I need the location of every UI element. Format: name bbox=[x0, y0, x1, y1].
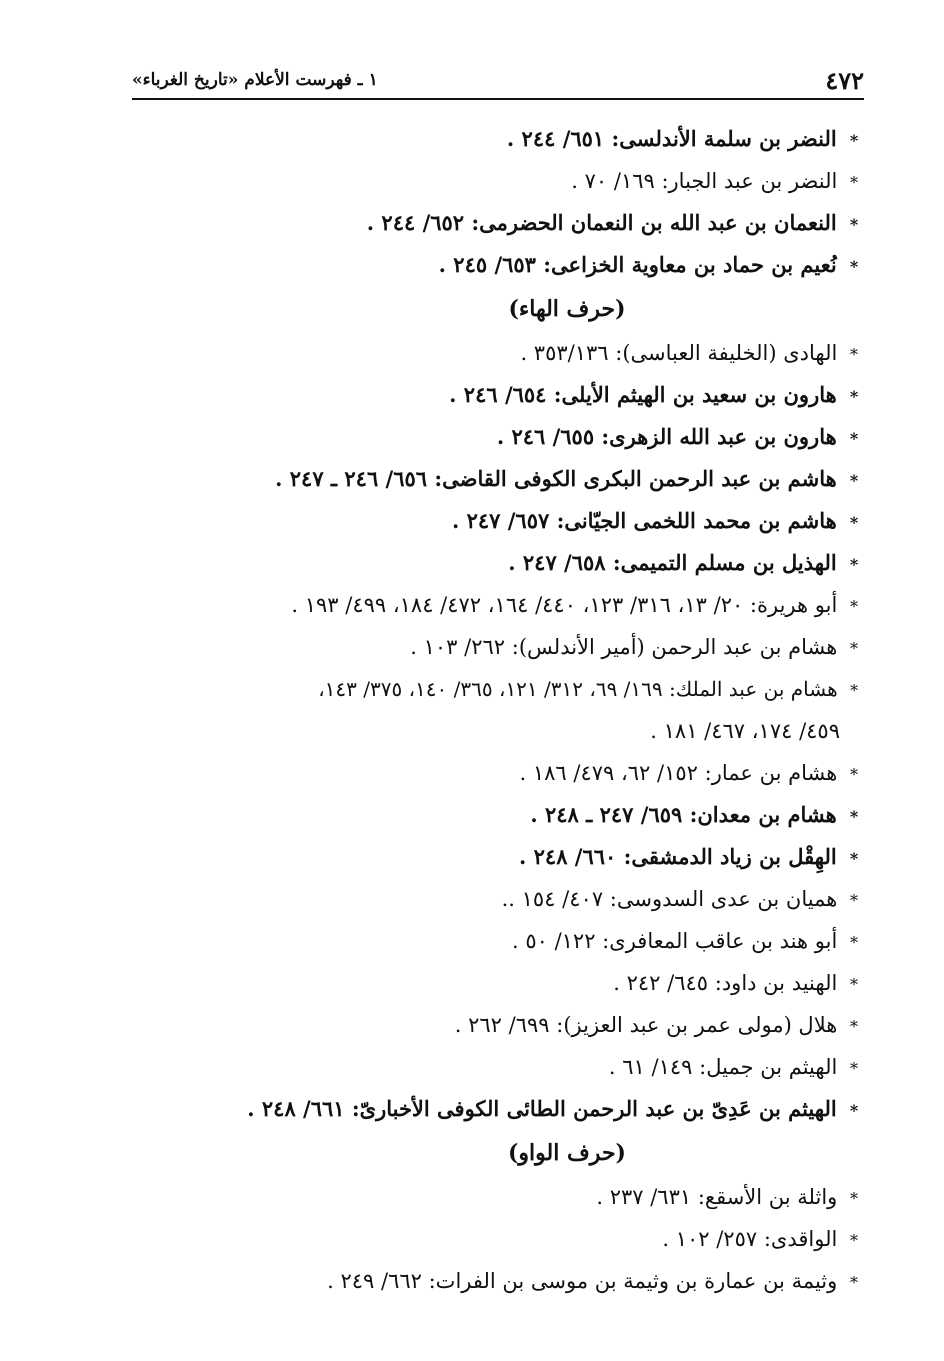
asterisk-icon: * bbox=[850, 1059, 858, 1078]
index-entry bbox=[130, 202, 864, 244]
index-entry bbox=[130, 836, 864, 878]
asterisk-icon: * bbox=[849, 429, 859, 448]
index-entry bbox=[130, 1046, 864, 1088]
entry-text: وثيمة بن عمارة بن وثيمة بن موسى بن الفرات: ٦٦٢/ ٢٤٩ . bbox=[327, 1269, 838, 1293]
entry-text: هميان بن عدى السدوسى: ٤٠٧/ ١٥٤ .. bbox=[501, 887, 838, 911]
asterisk-icon: * bbox=[849, 555, 859, 574]
index-entry bbox=[130, 878, 864, 920]
index-entry bbox=[130, 1004, 864, 1046]
asterisk-icon: * bbox=[850, 639, 858, 658]
entry-text: هاشم بن محمد اللخمى الجيّانى: ٦٥٧/ ٢٤٧ . bbox=[451, 508, 837, 533]
entry-text: هاشم بن عبد الرحمن البكرى الكوفى القاضى: ٦٥٦/ ٢٤٦ ـ ٢٤٧ . bbox=[275, 466, 837, 491]
index-entry bbox=[130, 416, 864, 458]
index-entry bbox=[130, 118, 864, 160]
index-entry bbox=[130, 1088, 864, 1130]
entry-text: هشام بن عبد الملك: ١٦٩/ ٦٩، ٣١٢/ ١٢١، ٣٦٥/ ١٤٠، ٣٧٥/ ١٤٣، bbox=[318, 677, 838, 701]
entry-text: النضر بن عبد الجبار: ١٦٩/ ٧٠ . bbox=[571, 169, 838, 193]
index-entry bbox=[130, 668, 864, 710]
entry-text: أبو هند بن عاقب المعافرى: ١٢٢/ ٥٠ . bbox=[511, 929, 838, 953]
index-entry bbox=[130, 542, 864, 584]
asterisk-icon: * bbox=[850, 933, 858, 952]
asterisk-icon: * bbox=[849, 131, 859, 150]
asterisk-icon: * bbox=[850, 173, 858, 192]
index-entry-continuation bbox=[130, 710, 864, 752]
entry-text: هلال (مولى عمر بن عبد العزيز): ٦٩٩/ ٢٦٢ . bbox=[454, 1013, 838, 1037]
entry-text: الهيثم بن جميل: ١٤٩/ ٦١ . bbox=[608, 1055, 838, 1079]
entry-text: الهنيد بن داود: ٦٤٥/ ٢٤٢ . bbox=[613, 971, 838, 995]
index-entry bbox=[130, 458, 864, 500]
index-entry bbox=[130, 752, 864, 794]
index-entry bbox=[130, 626, 864, 668]
index-entry bbox=[130, 160, 864, 202]
asterisk-icon: * bbox=[849, 257, 859, 276]
asterisk-icon: * bbox=[850, 345, 858, 364]
entry-text: النعمان بن عبد الله بن النعمان الحضرمى: ٦٥٢/ ٢٤٤ . bbox=[366, 210, 837, 235]
asterisk-icon: * bbox=[850, 891, 858, 910]
asterisk-icon: * bbox=[850, 1231, 858, 1250]
entry-text: الهِقْل بن زياد الدمشقى: ٦٦٠/ ٢٤٨ . bbox=[519, 844, 837, 869]
page-header bbox=[132, 62, 864, 100]
asterisk-icon: * bbox=[849, 215, 859, 234]
asterisk-icon: * bbox=[850, 597, 858, 616]
asterisk-icon: * bbox=[849, 471, 859, 490]
entry-text: الواقدى: ٢٥٧/ ١٠٢ . bbox=[662, 1227, 838, 1251]
asterisk-icon: * bbox=[850, 1189, 858, 1208]
asterisk-icon: * bbox=[849, 387, 859, 406]
index-entry bbox=[130, 584, 864, 626]
asterisk-icon: * bbox=[850, 681, 858, 700]
index-entries bbox=[130, 118, 864, 1302]
asterisk-icon: * bbox=[850, 975, 858, 994]
entry-text: هارون بن عبد الله الزهرى: ٦٥٥/ ٢٤٦ . bbox=[496, 424, 837, 449]
index-entry bbox=[130, 920, 864, 962]
section-heading: (حرف الواو) bbox=[508, 1140, 626, 1166]
index-entry bbox=[130, 332, 864, 374]
index-entry bbox=[130, 500, 864, 542]
entry-text: هشام بن معدان: ٦٥٩/ ٢٤٧ ـ ٢٤٨ . bbox=[530, 802, 837, 827]
page-number: ٤٧٢ bbox=[825, 66, 864, 95]
index-entry bbox=[130, 962, 864, 1004]
entry-text: واثلة بن الأسقع: ٦٣١/ ٢٣٧ . bbox=[596, 1185, 838, 1209]
asterisk-icon: * bbox=[849, 1101, 859, 1120]
asterisk-icon: * bbox=[849, 513, 859, 532]
index-entry bbox=[130, 1260, 864, 1302]
asterisk-icon: * bbox=[850, 1017, 858, 1036]
index-entry bbox=[130, 374, 864, 416]
entry-text: النضر بن سلمة الأندلسى: ٦٥١/ ٢٤٤ . bbox=[506, 126, 837, 151]
entry-text: نُعيم بن حماد بن معاوية الخزاعى: ٦٥٣/ ٢٤٥ . bbox=[438, 252, 837, 277]
entry-text: الهذيل بن مسلم التميمى: ٦٥٨/ ٢٤٧ . bbox=[508, 550, 837, 575]
index-entry bbox=[130, 244, 864, 286]
entry-text: الهيثم بن عَدِىّ بن عبد الرحمن الطائى الكوفى الأخبارىّ: ٦٦١/ ٢٤٨ . bbox=[247, 1096, 837, 1121]
asterisk-icon: * bbox=[850, 765, 858, 784]
index-entry bbox=[130, 794, 864, 836]
asterisk-icon: * bbox=[850, 1273, 858, 1292]
running-title: ١ ـ فهرست الأعلام «تاريخ الغرباء» bbox=[132, 70, 378, 90]
entry-text: ٤٥٩/ ١٧٤، ٤٦٧/ ١٨١ . bbox=[650, 719, 840, 743]
section-heading: (حرف الهاء) bbox=[508, 296, 626, 322]
entry-text: هارون بن سعيد بن الهيثم الأيلى: ٦٥٤/ ٢٤٦ . bbox=[449, 382, 837, 407]
entry-text: هشام بن عمار: ١٥٢/ ٦٢، ٤٧٩/ ١٨٦ . bbox=[519, 761, 838, 785]
asterisk-icon: * bbox=[849, 849, 859, 868]
index-entry bbox=[130, 1218, 864, 1260]
index-entry bbox=[130, 1176, 864, 1218]
entry-text: هشام بن عبد الرحمن (أمير الأندلس): ٢٦٢/ ١٠٣ . bbox=[410, 635, 838, 659]
entry-text: الهادى (الخليفة العباسى): ٣٥٣/١٣٦ . bbox=[520, 341, 838, 365]
entry-text: أبو هريرة: ٢٠/ ١٣، ٣١٦/ ١٢٣، ٤٤٠/ ١٦٤، ٤٧٢/ ١٨٤، ٤٩٩/ ١٩٣ . bbox=[291, 593, 838, 617]
asterisk-icon: * bbox=[849, 807, 859, 826]
